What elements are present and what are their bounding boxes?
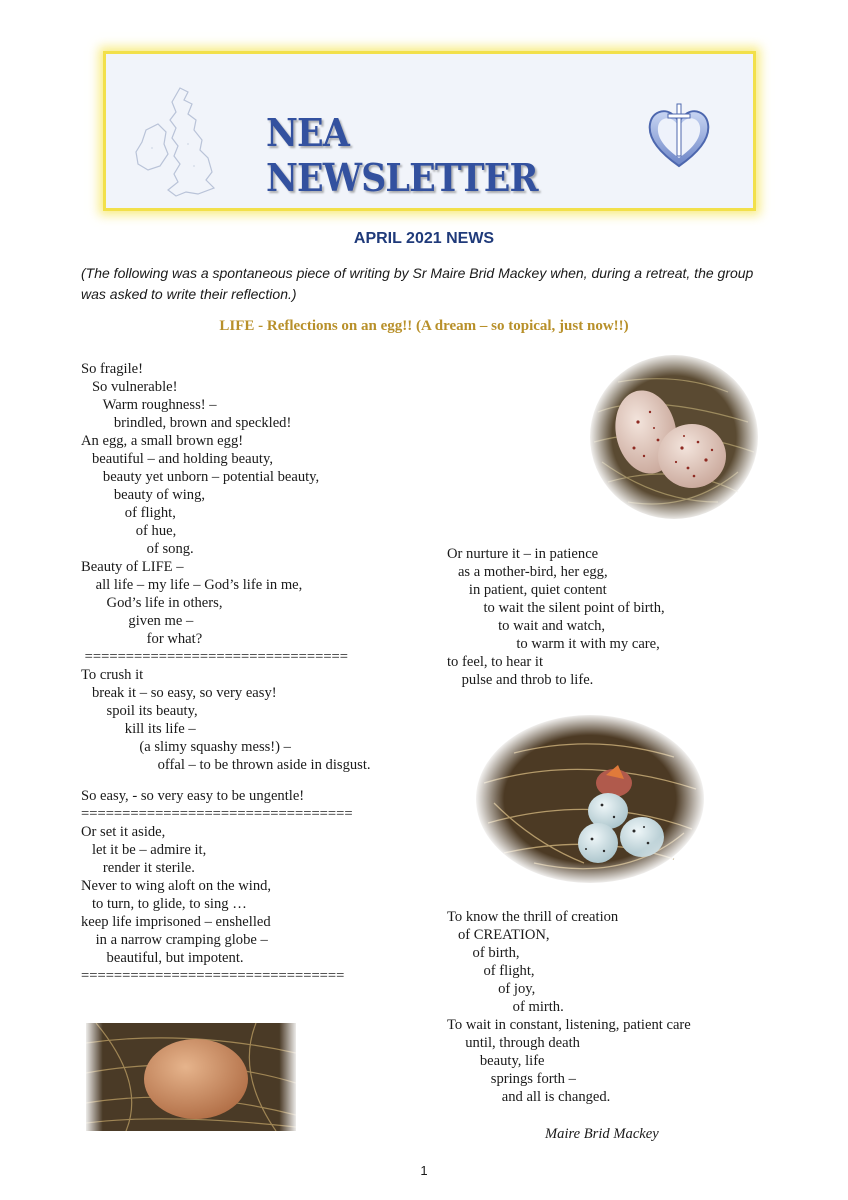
poem-line: of joy, [447, 981, 536, 997]
poem-right-column-lower [447, 908, 777, 1106]
poem-line: springs forth – [447, 1071, 576, 1087]
poem-line: So vulnerable! [81, 379, 178, 395]
poem-line: beautiful, but impotent. [81, 950, 244, 966]
poem-line: of flight, [81, 505, 176, 521]
poem-line: Never to wing aloft on the wind, [81, 878, 272, 894]
poem-line: of flight, [447, 963, 535, 979]
poem-line: So fragile! [81, 361, 144, 377]
intro-text: (The following was a spontaneous piece of writing by Sr Maire Brid Mackey when, during a retreat, the group was asked to write their reflection.) [81, 265, 754, 302]
poem-line: of hue, [81, 523, 177, 539]
poem-line: Or set it aside, [81, 824, 166, 840]
poem-line: and all is changed. [447, 1089, 611, 1105]
poem-line: Beauty of LIFE – [81, 559, 184, 575]
poem-line: beautiful – and holding beauty, [81, 451, 273, 467]
poem-line: until, through death [447, 1035, 580, 1051]
poem-line: offal – to be thrown aside in disgust. [81, 757, 371, 773]
newsletter-title: NEA NEWSLETTER [266, 110, 538, 200]
poem-line: as a mother-bird, her egg, [447, 564, 608, 580]
poem-line: spoil its beauty, [81, 703, 198, 719]
poem-line: keep life imprisoned – enshelled [81, 914, 271, 930]
uk-ireland-map-icon [128, 84, 228, 204]
poem-line: to warm it with my care, [447, 636, 660, 652]
poem-divider: ================================ [81, 649, 349, 665]
poem-line: in a narrow cramping globe – [81, 932, 268, 948]
poem-line: of song. [81, 541, 194, 557]
poem-line: An egg, a small brown egg! [81, 433, 244, 449]
poem-line: beauty, life [447, 1053, 545, 1069]
poem-line: To wait in constant, listening, patient care [447, 1017, 691, 1033]
chick-with-blue-eggs-photo [474, 713, 706, 885]
poem-line: in patient, quiet content [447, 582, 607, 598]
poem-line: So easy, - so very easy to be ungentle! [81, 788, 305, 804]
poem-line: of CREATION, [447, 927, 550, 943]
poem-line: pulse and throb to life. [447, 672, 594, 688]
poem-line: all life – my life – God’s life in me, [81, 577, 303, 593]
poem-line: break it – so easy, so very easy! [81, 685, 277, 701]
speckled-eggs-in-nest-photo [588, 352, 760, 522]
poem-line: To crush it [81, 667, 144, 683]
poem-line: render it sterile. [81, 860, 195, 876]
poem-line: Or nurture it – in patience [447, 546, 599, 562]
poem-right-column-upper [447, 545, 777, 689]
poem-left-column [81, 360, 421, 985]
poem-line: To know the thrill of creation [447, 909, 619, 925]
stanza-gap [81, 774, 421, 787]
news-title: APRIL 2021 NEWS [353, 230, 495, 247]
author-signature: Maire Brid Mackey [545, 1126, 659, 1142]
heart-cross-crest-icon [646, 100, 712, 170]
poem-title: LIFE - Reflections on an egg!! (A dream – so topical, just now!!) [219, 318, 629, 334]
poem-line: God’s life in others, [81, 595, 223, 611]
poem-line: (a slimy squashy mess!) – [81, 739, 291, 755]
poem-divider: ================================ [81, 968, 345, 984]
poem-divider: ================================= [81, 806, 353, 822]
poem-line: for what? [81, 631, 203, 647]
poem-line: to turn, to glide, to sing … [81, 896, 247, 912]
poem-line: of mirth. [447, 999, 564, 1015]
poem-line: of birth, [447, 945, 520, 961]
poem-line: to feel, to hear it [447, 654, 544, 670]
poem-line: beauty yet unborn – potential beauty, [81, 469, 320, 485]
poem-line: to wait and watch, [447, 618, 606, 634]
page-number: 1 [420, 1163, 428, 1178]
poem-line: to wait the silent point of birth, [447, 600, 665, 616]
newsletter-banner [103, 51, 756, 211]
poem-line: brindled, brown and speckled! [81, 415, 292, 431]
poem-line: kill its life – [81, 721, 196, 737]
brown-egg-on-straw-photo [86, 1023, 296, 1131]
poem-line: let it be – admire it, [81, 842, 207, 858]
poem-line: beauty of wing, [81, 487, 206, 503]
poem-line: given me – [81, 613, 194, 629]
poem-line: Warm roughness! – [81, 397, 217, 413]
